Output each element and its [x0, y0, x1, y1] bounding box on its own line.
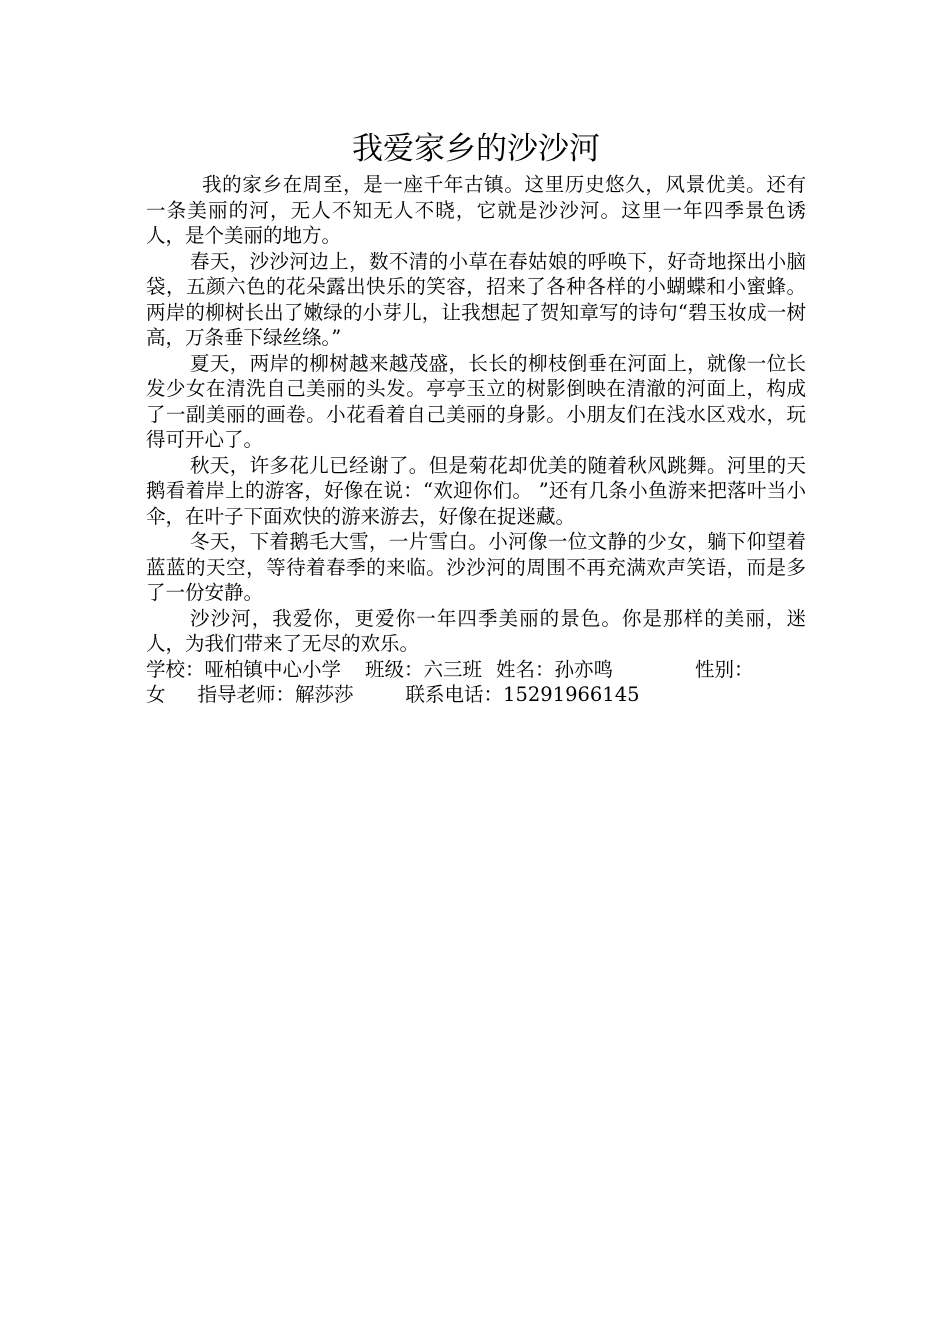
- paragraph-winter: 冬天，下着鹅毛大雪，一片雪白。小河像一位文静的少女，躺下仰望着蓝蓝的天空，等待着春季的来临。沙沙河的周围不再充满欢声笑语，而是多了一份安静。: [146, 530, 806, 604]
- document-page: [146, 128, 806, 708]
- school-info: 学校：哑柏镇中心小学: [146, 657, 342, 681]
- document-title: 我爱家乡的沙沙河: [352, 131, 600, 167]
- paragraph-spring: 春天，沙沙河边上，数不清的小草在春姑娘的呼唤下，好奇地探出小脑袋，五颜六色的花朵露出快乐的笑容，招来了各种各样的小蝴蝶和小蜜蜂。两岸的柳树长出了嫩绿的小芽儿，让我想起了贺知章写的诗句“碧玉妆成一树高，万条垂下绿丝绦。”: [146, 249, 806, 349]
- student-name: 姓名：孙亦鸣: [496, 657, 614, 681]
- gender-value: 女: [146, 683, 166, 706]
- paragraph-autumn: 秋天，许多花儿已经谢了。但是菊花却优美的随着秋风跳舞。河里的天鹅看着岸上的游客，好像在说：“欢迎你们。 ”还有几条小鱼游来把落叶当小伞，在叶子下面欢快的游来游去，好像在捉迷藏。: [146, 453, 806, 528]
- author-info-line-2: [146, 682, 806, 708]
- author-info-line-1: [146, 657, 806, 683]
- phone-info: 联系电话：15291966145: [405, 683, 640, 706]
- teacher-info: 指导老师：解莎莎: [197, 683, 354, 706]
- class-info: 班级：六三班: [365, 657, 483, 681]
- paragraph-summer: 夏天，两岸的柳树越来越茂盛，长长的柳枝倒垂在河面上，就像一位长发少女在清洗自己美丽的头发。亭亭玉立的树影倒映在清澈的河面上，构成了一副美丽的画卷。小花看着自己美丽的身影。小朋友们在浅水区戏水，玩得可开心了。: [146, 351, 806, 451]
- paragraph-intro: 我的家乡在周至，是一座千年古镇。这里历史悠久，风景优美。还有一条美丽的河，无人不知无人不晓，它就是沙沙河。这里一年四季景色诱人，是个美丽的地方。: [146, 173, 806, 247]
- paragraph-conclusion: 沙沙河，我爱你，更爱你一年四季美丽的景色。你是那样的美丽，迷人，为我们带来了无尽的欢乐。: [146, 606, 806, 655]
- gender-label: 性别：: [695, 657, 754, 681]
